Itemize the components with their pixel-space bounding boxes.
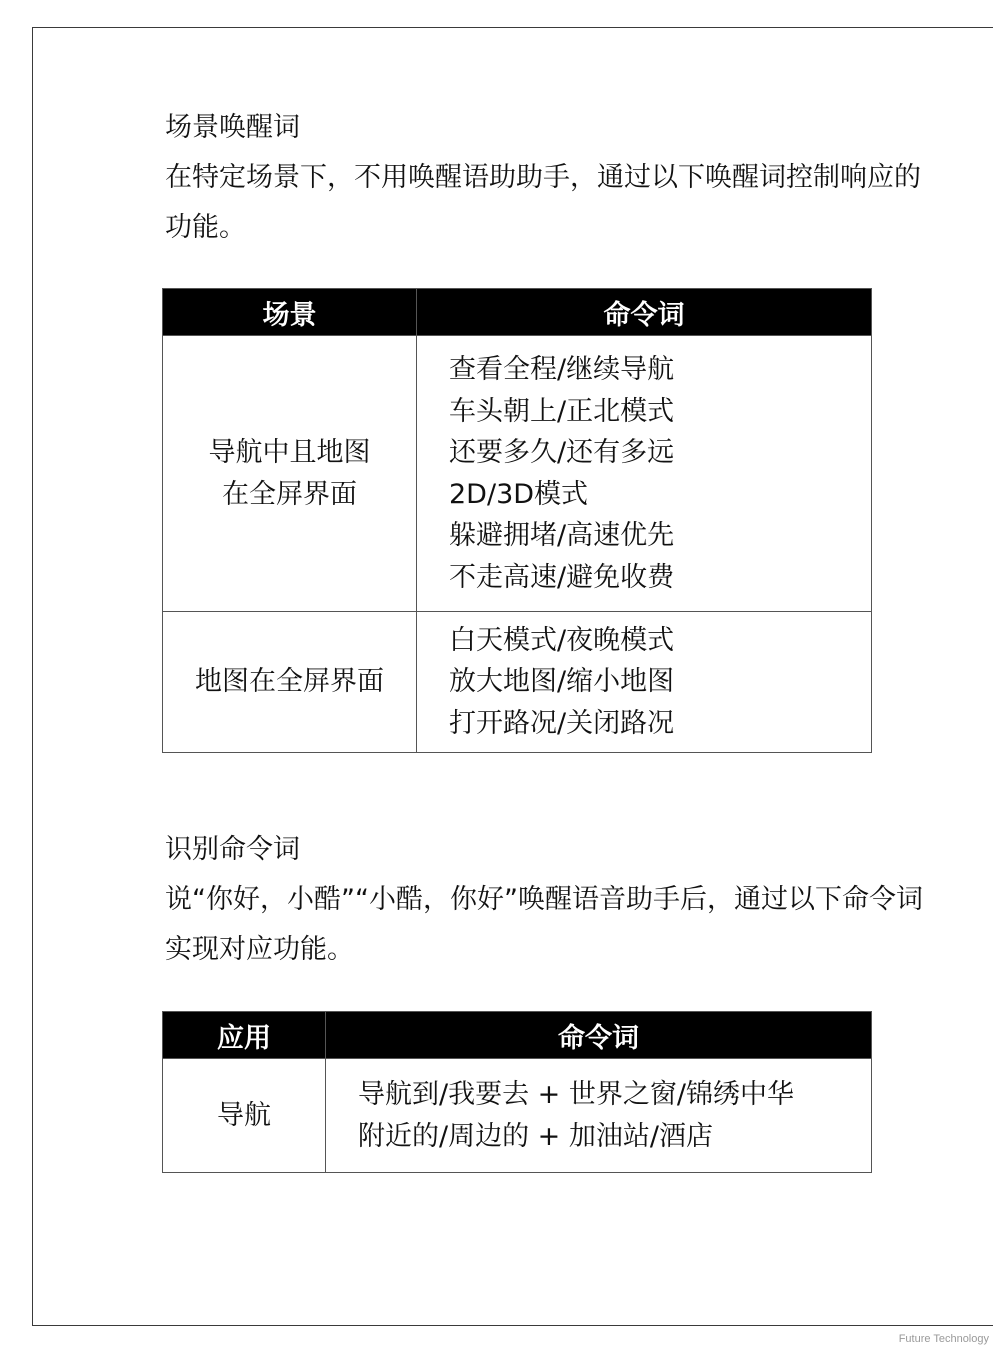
scene-cell	[163, 612, 417, 753]
section-scene-wake-words	[165, 103, 925, 253]
commands-cell	[417, 612, 872, 753]
command-line: 2D/3D模式	[449, 478, 589, 510]
command-line: 放大地图/缩小地图	[449, 666, 675, 698]
section-recognized-commands	[165, 825, 925, 975]
recognized-commands-table	[162, 1011, 872, 1173]
command-line: 不走高速/避免收费	[449, 561, 675, 593]
command-line: 躲避拥堵/高速优先	[449, 520, 675, 551]
command-line: 车头朝上/正北模式	[449, 395, 675, 427]
command-line: 打开路况/关闭路况	[449, 707, 675, 739]
table-row	[163, 612, 872, 753]
scene-line: 地图在全屏界面	[195, 666, 384, 697]
command-line: 查看全程/继续导航	[449, 354, 675, 385]
app-line: 导航	[217, 1099, 271, 1131]
scene-line: 导航中且地图	[208, 436, 371, 468]
command-line: 导航到/我要去 + 世界之窗/锦绣中华	[358, 1079, 794, 1110]
section-description: 说“你好，小酷”“小酷，你好”唤醒语音助手后，通过以下命令词实现对应功能。	[165, 884, 923, 965]
commands-cell	[417, 336, 872, 612]
table-header-row	[163, 289, 872, 336]
scene-wake-words-table	[162, 288, 872, 753]
command-line: 白天模式/夜晚模式	[449, 624, 675, 656]
scene-cell	[163, 336, 417, 612]
section-title: 识别命令词	[165, 834, 300, 865]
command-line: 还要多久/还有多远	[449, 437, 675, 468]
column-header-commands: 命令词	[417, 289, 872, 336]
app-cell	[163, 1059, 326, 1173]
footer-brand: Future Technology	[898, 1333, 989, 1345]
column-header-commands: 命令词	[326, 1012, 872, 1059]
scene-line: 在全屏界面	[222, 478, 357, 510]
column-header-scene: 场景	[163, 289, 417, 336]
command-line: 附近的/周边的 + 加油站/酒店	[358, 1120, 713, 1152]
table-row	[163, 1059, 872, 1173]
table-header-row	[163, 1012, 872, 1059]
section-title: 场景唤醒词	[165, 112, 300, 143]
section-description: 在特定场景下，不用唤醒语助助手，通过以下唤醒词控制响应的功能。	[165, 162, 921, 243]
table-row	[163, 336, 872, 612]
commands-cell	[326, 1059, 872, 1173]
column-header-app: 应用	[163, 1012, 326, 1059]
